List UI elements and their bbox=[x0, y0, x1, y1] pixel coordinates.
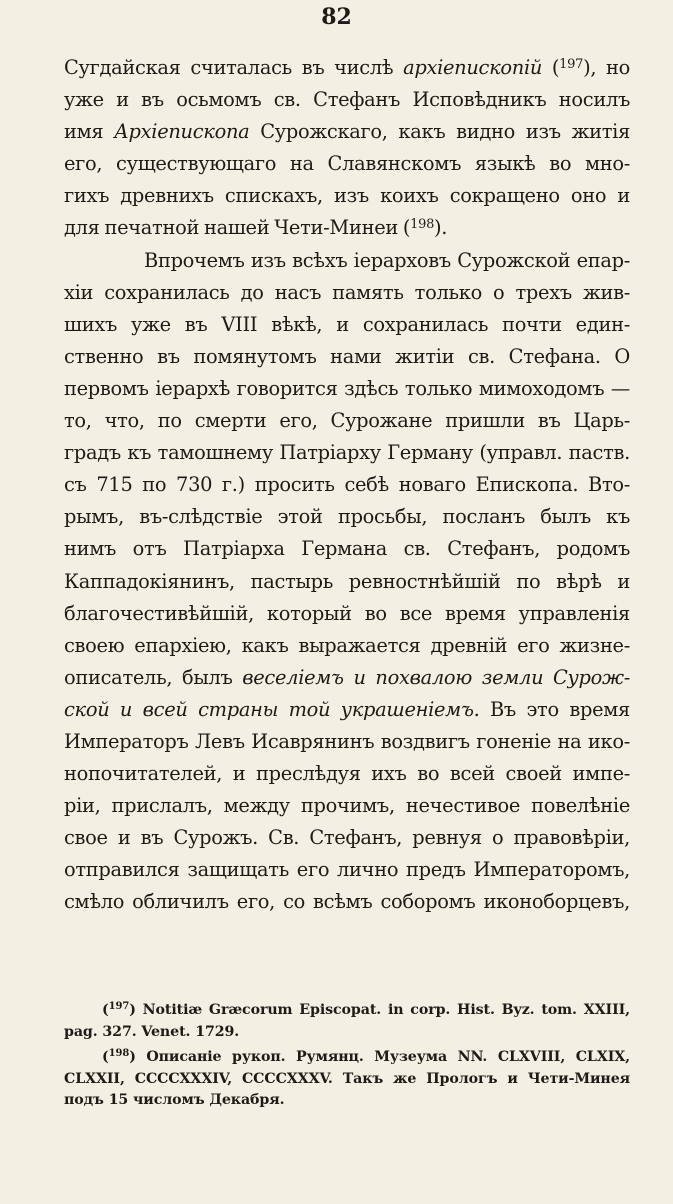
text-run: нимъ отъ Патріарха Германа св. Стефанъ, родомъ bbox=[64, 537, 630, 561]
text-line bbox=[64, 180, 630, 212]
footnote-line bbox=[64, 1047, 630, 1069]
text-line bbox=[64, 630, 630, 662]
text-line bbox=[64, 598, 630, 630]
text-run: описатель, былъ bbox=[64, 665, 243, 689]
text-run: pag. 327. Venet. 1729. bbox=[64, 1023, 240, 1040]
text-line bbox=[64, 309, 630, 341]
text-run: уже и въ осьмомъ св. Стефанъ Исповѣдникъ носилъ bbox=[64, 88, 630, 112]
text-run: ственно въ помянутомъ нами житіи св. Стефана. О bbox=[64, 344, 630, 368]
text-run: Сугдайская считалась въ числѣ bbox=[64, 56, 404, 79]
footnote-reference: 198 bbox=[410, 217, 435, 233]
text-line bbox=[64, 886, 630, 918]
text-line bbox=[64, 533, 630, 565]
footnote-line bbox=[64, 1069, 630, 1091]
text-run: CLXXII, CCCCXXXIV, CCCCXXXV. Такъ же Прологъ и Чети-Минея bbox=[64, 1070, 630, 1087]
text-run: ), но bbox=[583, 56, 630, 79]
text-run: ) Описаніе рукоп. Румянц. Музеума NN. CLXVIII, CLXIX, bbox=[129, 1049, 630, 1066]
text-run: своею епархіею, какъ выражается древній его жизне- bbox=[64, 633, 630, 657]
text-run: съ 715 по 730 г.) просить себѣ новаго Епископа. Вто- bbox=[64, 473, 630, 497]
text-run: его, существующаго на Славянскомъ языкѣ во мно- bbox=[64, 152, 630, 176]
text-run: хіи сохранилась до насъ память только о трехъ жив- bbox=[64, 280, 630, 304]
italic-text: Архіепископа bbox=[114, 120, 250, 144]
italic-text: веселіемъ и похвалою земли Сурож- bbox=[242, 665, 630, 689]
text-run: Каппадокіянинъ, пастырь ревностнѣйшій по вѣрѣ и bbox=[64, 569, 630, 593]
text-line bbox=[64, 84, 630, 116]
footnote-reference: 197 bbox=[108, 1001, 130, 1012]
text-run: для печатной нашей Чети-Минеи ( bbox=[64, 216, 411, 240]
text-line bbox=[64, 245, 630, 277]
text-line bbox=[64, 822, 630, 854]
text-line bbox=[64, 566, 630, 598]
text-run: первомъ іерархѣ говорится здѣсь только мимоходомъ — bbox=[64, 376, 630, 400]
italic-text: ской и всей страны той украшеніемъ. bbox=[64, 697, 480, 721]
text-line bbox=[64, 694, 630, 726]
main-text bbox=[64, 52, 630, 919]
text-run: гихъ древнихъ спискахъ, изъ коихъ сокращено оно и bbox=[64, 184, 630, 208]
text-line bbox=[64, 148, 630, 180]
text-run: ріи, прислалъ, между прочимъ, нечестивое повелѣніе bbox=[64, 794, 630, 818]
page-number: 82 bbox=[321, 4, 352, 30]
text-line bbox=[64, 437, 630, 469]
footnote-reference: 197 bbox=[559, 57, 584, 72]
footnotes bbox=[64, 1000, 630, 1112]
footnote-line bbox=[64, 1022, 630, 1044]
text-run: нопочитателей, и преслѣдуя ихъ во всей своей импе- bbox=[64, 762, 630, 786]
text-line bbox=[64, 790, 630, 822]
text-run: подъ 15 числомъ Декабря. bbox=[64, 1092, 285, 1109]
text-run: шихъ уже въ VIII вѣкѣ, и сохранилась почти един- bbox=[64, 312, 630, 336]
text-line bbox=[64, 212, 630, 244]
text-run: ( bbox=[102, 1002, 109, 1018]
text-run: Императоръ Левъ Исаврянинъ воздвигъ гоненіе на ико- bbox=[64, 729, 630, 753]
text-line bbox=[64, 726, 630, 758]
text-run: ) Notitiæ Græcorum Episcopat. in corp. Hist. Byz. tom. XXIII, bbox=[129, 1002, 630, 1018]
text-run: ( bbox=[102, 1049, 109, 1066]
footnote-reference: 198 bbox=[108, 1048, 130, 1060]
footnote-line bbox=[64, 1090, 630, 1112]
text-run: отправился защищать его лично предъ Императоромъ, bbox=[64, 858, 630, 882]
text-run: имя bbox=[64, 120, 115, 144]
text-line bbox=[64, 341, 630, 373]
text-line bbox=[64, 52, 630, 84]
text-run: Впрочемъ изъ всѣхъ іерарховъ Сурожской епар- bbox=[144, 248, 630, 272]
text-line bbox=[64, 469, 630, 501]
text-run: свое и въ Сурожъ. Св. Стефанъ, ревнуя о правовѣріи, bbox=[64, 826, 630, 850]
text-run: то, что, по смерти его, Сурожане пришли въ Царь- bbox=[64, 409, 630, 433]
text-run: Въ это время bbox=[479, 697, 630, 721]
text-line bbox=[64, 373, 630, 405]
footnote-line bbox=[64, 1000, 630, 1022]
text-run: смѣло обличилъ его, со всѣмъ соборомъ иконоборцевъ, bbox=[64, 890, 630, 914]
text-line bbox=[64, 277, 630, 309]
text-run: ( bbox=[542, 56, 560, 79]
text-line bbox=[64, 501, 630, 533]
text-run: рымъ, въ-слѣдствіе этой просьбы, посланъ былъ къ bbox=[64, 505, 630, 529]
text-run: ). bbox=[434, 216, 448, 240]
text-line bbox=[64, 405, 630, 437]
text-line bbox=[64, 116, 630, 148]
italic-text: архіепископій bbox=[403, 56, 543, 79]
text-line bbox=[64, 662, 630, 694]
text-run: градъ къ тамошнему Патріарху Герману (управл. паств. bbox=[64, 441, 630, 465]
text-line bbox=[64, 854, 630, 886]
text-run: благочестивѣйшій, который во все время управленія bbox=[64, 601, 630, 625]
text-line bbox=[64, 758, 630, 790]
text-run: Сурожскаго, какъ видно изъ житія bbox=[249, 120, 631, 144]
